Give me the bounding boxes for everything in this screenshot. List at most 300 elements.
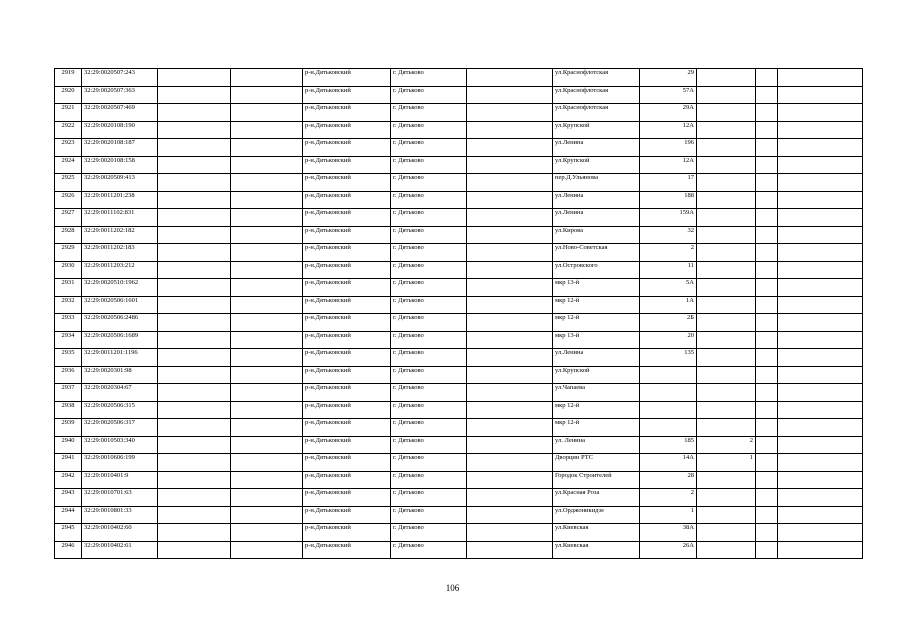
district-cell: р-н.Дятьковский [303, 524, 391, 542]
row-number: 2921 [55, 104, 82, 122]
empty-cell [231, 454, 303, 472]
empty-cell [158, 471, 231, 489]
count-cell [697, 191, 756, 209]
empty-cell [158, 156, 231, 174]
cadastral-number: 32:29:0011201:1196 [82, 349, 158, 367]
district-cell: р-н.Дятьковский [303, 384, 391, 402]
town-cell: г. Дятьково [391, 436, 467, 454]
table-row [55, 541, 863, 559]
empty-cell [756, 489, 778, 507]
street-cell: ул.Крупской [553, 156, 640, 174]
cadastral-number: 32:29:0010801:33 [82, 506, 158, 524]
empty-cell [467, 314, 553, 332]
empty-cell [778, 261, 863, 279]
town-cell: г. Дятьково [391, 261, 467, 279]
empty-cell [231, 139, 303, 157]
district-cell: р-н.Дятьковский [303, 191, 391, 209]
empty-cell [158, 366, 231, 384]
district-cell: р-н.Дятьковский [303, 156, 391, 174]
building-cell: 17 [640, 174, 697, 192]
count-cell [697, 209, 756, 227]
empty-cell [756, 541, 778, 559]
empty-cell [158, 506, 231, 524]
street-cell: пер.Д.Ульянова [553, 174, 640, 192]
count-cell: 2 [697, 436, 756, 454]
count-cell [697, 86, 756, 104]
empty-cell [756, 314, 778, 332]
empty-cell [778, 489, 863, 507]
cadastral-number: 32:29:0020304:67 [82, 384, 158, 402]
empty-cell [467, 401, 553, 419]
empty-cell [467, 244, 553, 262]
district-cell: р-н.Дятьковский [303, 121, 391, 139]
district-cell: р-н.Дятьковский [303, 436, 391, 454]
empty-cell [778, 296, 863, 314]
street-cell: Дворцин РТС [553, 454, 640, 472]
empty-cell [756, 121, 778, 139]
empty-cell [467, 436, 553, 454]
empty-cell [778, 209, 863, 227]
street-cell: ул. Ленина [553, 436, 640, 454]
empty-cell [756, 401, 778, 419]
building-cell [640, 401, 697, 419]
building-cell: 135 [640, 349, 697, 367]
district-cell: р-н.Дятьковский [303, 454, 391, 472]
street-cell: ул.Ленина [553, 209, 640, 227]
street-cell: ул.Краснофлотская [553, 86, 640, 104]
empty-cell [756, 454, 778, 472]
street-cell: ул.Киевская [553, 541, 640, 559]
cadastral-number: 32:29:0010401:9 [82, 471, 158, 489]
building-cell: 5А [640, 279, 697, 297]
empty-cell [467, 454, 553, 472]
empty-cell [231, 506, 303, 524]
district-cell: р-н.Дятьковский [303, 69, 391, 87]
row-number: 2925 [55, 174, 82, 192]
table-row [55, 174, 863, 192]
cadastral-number: 32:29:0020507:469 [82, 104, 158, 122]
row-number: 2923 [55, 139, 82, 157]
town-cell: г. Дятьково [391, 121, 467, 139]
empty-cell [778, 349, 863, 367]
empty-cell [778, 506, 863, 524]
street-cell: ул.Крупской [553, 366, 640, 384]
empty-cell [756, 104, 778, 122]
empty-cell [158, 261, 231, 279]
building-cell: 185 [640, 436, 697, 454]
empty-cell [231, 541, 303, 559]
town-cell: г. Дятьково [391, 419, 467, 437]
empty-cell [158, 121, 231, 139]
town-cell: г. Дятьково [391, 524, 467, 542]
registry-rows [55, 69, 863, 559]
row-number: 2932 [55, 296, 82, 314]
town-cell: г. Дятьково [391, 244, 467, 262]
cadastral-number: 32:29:0020509:413 [82, 174, 158, 192]
table-row [55, 331, 863, 349]
row-number: 2920 [55, 86, 82, 104]
building-cell: 159А [640, 209, 697, 227]
street-cell: ул.Ленина [553, 139, 640, 157]
cadastral-number: 32:29:0011202:183 [82, 244, 158, 262]
building-cell: 26А [640, 541, 697, 559]
town-cell: г. Дятьково [391, 279, 467, 297]
empty-cell [778, 121, 863, 139]
district-cell: р-н.Дятьковский [303, 314, 391, 332]
empty-cell [778, 244, 863, 262]
empty-cell [231, 244, 303, 262]
row-number: 2930 [55, 261, 82, 279]
empty-cell [756, 506, 778, 524]
empty-cell [756, 524, 778, 542]
table-row [55, 156, 863, 174]
row-number: 2943 [55, 489, 82, 507]
table-row [55, 296, 863, 314]
empty-cell [778, 226, 863, 244]
empty-cell [778, 366, 863, 384]
table-row [55, 279, 863, 297]
empty-cell [756, 156, 778, 174]
building-cell: 28 [640, 471, 697, 489]
cadastral-number: 32:29:0020108:158 [82, 156, 158, 174]
building-cell [640, 419, 697, 437]
empty-cell [467, 489, 553, 507]
district-cell: р-н.Дятьковский [303, 471, 391, 489]
count-cell [697, 471, 756, 489]
district-cell: р-н.Дятьковский [303, 279, 391, 297]
row-number: 2928 [55, 226, 82, 244]
building-cell: 1 [640, 506, 697, 524]
building-cell: 32 [640, 226, 697, 244]
empty-cell [778, 314, 863, 332]
cadastral-number: 32:29:0020506:2486 [82, 314, 158, 332]
district-cell: р-н.Дятьковский [303, 366, 391, 384]
empty-cell [231, 401, 303, 419]
table-row [55, 191, 863, 209]
count-cell [697, 506, 756, 524]
building-cell: 12А [640, 121, 697, 139]
empty-cell [778, 384, 863, 402]
table-row [55, 489, 863, 507]
empty-cell [467, 121, 553, 139]
empty-cell [158, 524, 231, 542]
table-row [55, 349, 863, 367]
empty-cell [467, 384, 553, 402]
count-cell [697, 104, 756, 122]
empty-cell [778, 419, 863, 437]
empty-cell [231, 314, 303, 332]
empty-cell [467, 104, 553, 122]
empty-cell [778, 139, 863, 157]
building-cell: 1А [640, 296, 697, 314]
empty-cell [778, 174, 863, 192]
table-row [55, 506, 863, 524]
street-cell: ул.Ленина [553, 191, 640, 209]
empty-cell [231, 121, 303, 139]
town-cell: г. Дятьково [391, 209, 467, 227]
street-cell: мкр 12-й [553, 314, 640, 332]
table-row [55, 86, 863, 104]
empty-cell [778, 401, 863, 419]
empty-cell [158, 69, 231, 87]
count-cell [697, 349, 756, 367]
building-cell: 11 [640, 261, 697, 279]
table-row [55, 366, 863, 384]
town-cell: г. Дятьково [391, 349, 467, 367]
empty-cell [756, 279, 778, 297]
table-row [55, 209, 863, 227]
empty-cell [467, 156, 553, 174]
building-cell: 38А [640, 524, 697, 542]
cadastral-number: 32:29:0011201:238 [82, 191, 158, 209]
empty-cell [778, 454, 863, 472]
cadastral-number: 32:29:0020507:243 [82, 69, 158, 87]
row-number: 2924 [55, 156, 82, 174]
count-cell [697, 366, 756, 384]
row-number: 2931 [55, 279, 82, 297]
town-cell: г. Дятьково [391, 296, 467, 314]
count-cell [697, 384, 756, 402]
empty-cell [231, 261, 303, 279]
count-cell [697, 314, 756, 332]
row-number: 2934 [55, 331, 82, 349]
count-cell [697, 524, 756, 542]
building-cell: 2 [640, 489, 697, 507]
cadastral-number: 32:29:0020301:98 [82, 366, 158, 384]
street-cell: ул.Островского [553, 261, 640, 279]
district-cell: р-н.Дятьковский [303, 541, 391, 559]
district-cell: р-н.Дятьковский [303, 86, 391, 104]
empty-cell [158, 279, 231, 297]
empty-cell [231, 174, 303, 192]
empty-cell [467, 279, 553, 297]
empty-cell [778, 86, 863, 104]
empty-cell [778, 156, 863, 174]
empty-cell [231, 366, 303, 384]
empty-cell [158, 226, 231, 244]
empty-cell [158, 454, 231, 472]
building-cell: 29А [640, 104, 697, 122]
empty-cell [756, 296, 778, 314]
empty-cell [467, 174, 553, 192]
empty-cell [756, 331, 778, 349]
table-row [55, 436, 863, 454]
building-cell: 14А [640, 454, 697, 472]
table-row [55, 261, 863, 279]
empty-cell [778, 279, 863, 297]
count-cell [697, 69, 756, 87]
empty-cell [756, 139, 778, 157]
empty-cell [231, 86, 303, 104]
empty-cell [467, 349, 553, 367]
empty-cell [756, 174, 778, 192]
count-cell: 1 [697, 454, 756, 472]
building-cell: 2Б [640, 314, 697, 332]
district-cell: р-н.Дятьковский [303, 506, 391, 524]
empty-cell [467, 471, 553, 489]
empty-cell [467, 226, 553, 244]
empty-cell [778, 471, 863, 489]
count-cell [697, 226, 756, 244]
cadastral-number: 32:29:0020506:1601 [82, 296, 158, 314]
empty-cell [231, 156, 303, 174]
cadastral-number: 32:29:0010402:61 [82, 541, 158, 559]
empty-cell [756, 419, 778, 437]
table-row [55, 314, 863, 332]
building-cell: 29 [640, 69, 697, 87]
row-number: 2937 [55, 384, 82, 402]
district-cell: р-н.Дятьковский [303, 489, 391, 507]
town-cell: г. Дятьково [391, 384, 467, 402]
empty-cell [158, 489, 231, 507]
empty-cell [231, 524, 303, 542]
empty-cell [231, 296, 303, 314]
street-cell: ул.Ленина [553, 349, 640, 367]
row-number: 2944 [55, 506, 82, 524]
row-number: 2926 [55, 191, 82, 209]
table-row [55, 454, 863, 472]
empty-cell [158, 209, 231, 227]
table-row [55, 401, 863, 419]
empty-cell [467, 139, 553, 157]
row-number: 2940 [55, 436, 82, 454]
town-cell: г. Дятьково [391, 69, 467, 87]
cadastral-number: 32:29:0010402:60 [82, 524, 158, 542]
count-cell [697, 541, 756, 559]
table-row [55, 524, 863, 542]
empty-cell [231, 69, 303, 87]
district-cell: р-н.Дятьковский [303, 261, 391, 279]
empty-cell [756, 436, 778, 454]
empty-cell [756, 191, 778, 209]
empty-cell [158, 174, 231, 192]
town-cell: г. Дятьково [391, 331, 467, 349]
table-row [55, 244, 863, 262]
district-cell: р-н.Дятьковский [303, 139, 391, 157]
empty-cell [756, 226, 778, 244]
building-cell: 57А [640, 86, 697, 104]
empty-cell [467, 86, 553, 104]
count-cell [697, 244, 756, 262]
empty-cell [756, 69, 778, 87]
empty-cell [231, 436, 303, 454]
town-cell: г. Дятьково [391, 471, 467, 489]
district-cell: р-н.Дятьковский [303, 174, 391, 192]
cadastral-number: 32:29:0020506:1689 [82, 331, 158, 349]
cadastral-number: 32:29:0020510:1962 [82, 279, 158, 297]
town-cell: г. Дятьково [391, 366, 467, 384]
empty-cell [778, 436, 863, 454]
registry-table [54, 68, 863, 559]
empty-cell [467, 261, 553, 279]
town-cell: г. Дятьково [391, 139, 467, 157]
table-row [55, 226, 863, 244]
district-cell: р-н.Дятьковский [303, 104, 391, 122]
empty-cell [231, 419, 303, 437]
empty-cell [778, 191, 863, 209]
empty-cell [778, 541, 863, 559]
count-cell [697, 296, 756, 314]
empty-cell [158, 384, 231, 402]
empty-cell [778, 69, 863, 87]
row-number: 2945 [55, 524, 82, 542]
town-cell: г. Дятьково [391, 104, 467, 122]
table-row [55, 384, 863, 402]
row-number: 2922 [55, 121, 82, 139]
building-cell [640, 384, 697, 402]
empty-cell [756, 349, 778, 367]
empty-cell [231, 279, 303, 297]
table-row [55, 471, 863, 489]
empty-cell [756, 261, 778, 279]
town-cell: г. Дятьково [391, 86, 467, 104]
row-number: 2919 [55, 69, 82, 87]
street-cell: мкр 12-й [553, 419, 640, 437]
row-number: 2935 [55, 349, 82, 367]
empty-cell [158, 349, 231, 367]
table-row [55, 69, 863, 87]
empty-cell [231, 384, 303, 402]
street-cell: ул.Краснофлотская [553, 69, 640, 87]
row-number: 2942 [55, 471, 82, 489]
district-cell: р-н.Дятьковский [303, 226, 391, 244]
district-cell: р-н.Дятьковский [303, 401, 391, 419]
count-cell [697, 489, 756, 507]
empty-cell [467, 209, 553, 227]
count-cell [697, 156, 756, 174]
street-cell: ул.Красная Роза [553, 489, 640, 507]
town-cell: г. Дятьково [391, 314, 467, 332]
town-cell: г. Дятьково [391, 226, 467, 244]
empty-cell [467, 296, 553, 314]
row-number: 2941 [55, 454, 82, 472]
district-cell: р-н.Дятьковский [303, 244, 391, 262]
building-cell: 20 [640, 331, 697, 349]
empty-cell [158, 419, 231, 437]
empty-cell [231, 471, 303, 489]
building-cell: 12А [640, 156, 697, 174]
count-cell [697, 331, 756, 349]
cadastral-number: 32:29:0020506:315 [82, 401, 158, 419]
row-number: 2936 [55, 366, 82, 384]
empty-cell [467, 524, 553, 542]
empty-cell [231, 331, 303, 349]
building-cell: 196 [640, 139, 697, 157]
empty-cell [158, 244, 231, 262]
town-cell: г. Дятьково [391, 506, 467, 524]
street-cell: Городок Строителей [553, 471, 640, 489]
street-cell: ул.Орджоникидзе [553, 506, 640, 524]
row-number: 2939 [55, 419, 82, 437]
street-cell: мкр 13-й [553, 279, 640, 297]
count-cell [697, 174, 756, 192]
empty-cell [158, 86, 231, 104]
empty-cell [158, 139, 231, 157]
count-cell [697, 261, 756, 279]
cadastral-number: 32:29:0010606:199 [82, 454, 158, 472]
empty-cell [756, 384, 778, 402]
cadastral-number: 32:29:0010701:63 [82, 489, 158, 507]
cadastral-number: 32:29:0011202:182 [82, 226, 158, 244]
page-number: 106 [445, 583, 460, 593]
count-cell [697, 419, 756, 437]
cadastral-number: 32:29:0011102:831 [82, 209, 158, 227]
empty-cell [231, 226, 303, 244]
empty-cell [158, 191, 231, 209]
empty-cell [231, 489, 303, 507]
count-cell [697, 139, 756, 157]
empty-cell [756, 471, 778, 489]
